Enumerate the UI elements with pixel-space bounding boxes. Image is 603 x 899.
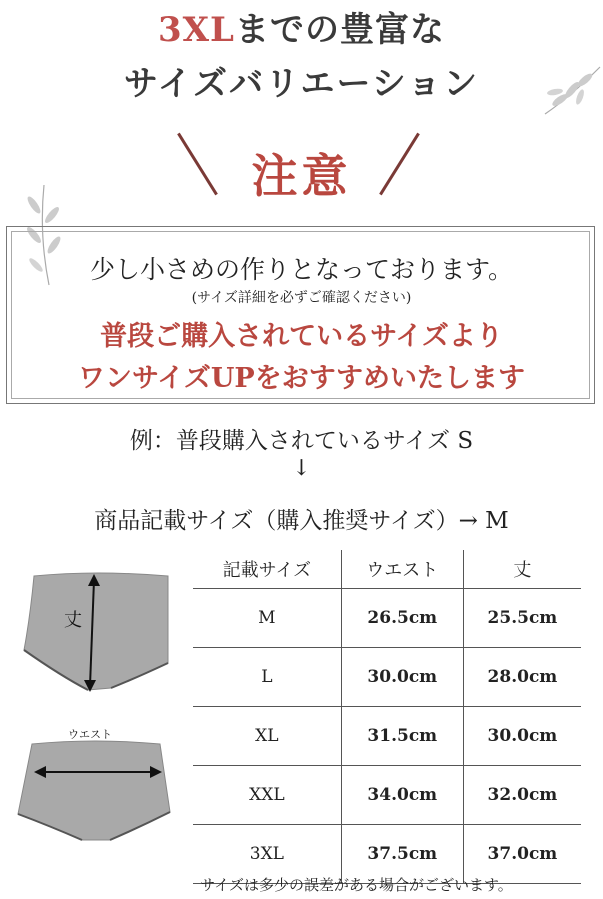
length-cell: 37.0cm (463, 825, 581, 884)
page-title-line1 (0, 2, 603, 51)
table-row (193, 707, 581, 766)
length-cell: 32.0cm (463, 766, 581, 825)
length-cell: 30.0cm (463, 707, 581, 766)
header-length: 丈 (463, 550, 581, 589)
waist-cell: 37.5cm (341, 825, 463, 884)
title-rest: までの豊富な (234, 10, 445, 50)
header-waist: ウエスト (341, 550, 463, 589)
waist-label: ウエスト (68, 728, 112, 741)
leaf-decoration-icon (540, 52, 603, 122)
example-line2: 商品記載サイズ（購入推奨サイズ）→ M (94, 508, 509, 534)
size-cell: L (193, 648, 341, 707)
size-table-header (193, 550, 581, 589)
waist-cell: 34.0cm (341, 766, 463, 825)
size-table (193, 550, 581, 884)
size-cell: XXL (193, 766, 341, 825)
notice-line1: 少し小さめの作りとなっております。 (89, 255, 513, 284)
length-label: 丈 (64, 610, 82, 631)
notice-line3: 普段ご購入されているサイズより (100, 321, 503, 352)
notice-line4: ワンサイズUPをおすすめいたします (78, 363, 525, 394)
notice-line2: (サイズ詳細を必ずご確認ください) (191, 290, 412, 306)
size-cell: 3XL (193, 825, 341, 884)
header-size: 記載サイズ (193, 550, 341, 589)
length-cell: 25.5cm (463, 589, 581, 648)
garment-length-illustration (16, 568, 176, 698)
size-cell: M (193, 589, 341, 648)
garment-waist-illustration (10, 722, 180, 847)
title-accent: 3XL (158, 10, 235, 50)
table-row (193, 766, 581, 825)
size-cell: XL (193, 707, 341, 766)
notice-heading: 注意 (251, 149, 352, 203)
footer-note: サイズは多少の誤差がある場合がございます。 (200, 876, 513, 894)
length-cell: 28.0cm (463, 648, 581, 707)
table-row (193, 589, 581, 648)
table-row (193, 648, 581, 707)
waist-cell: 30.0cm (341, 648, 463, 707)
example-arrow: ↓ (292, 456, 311, 481)
waist-cell: 31.5cm (341, 707, 463, 766)
waist-cell: 26.5cm (341, 589, 463, 648)
example-line1: 例：普段購入されているサイズ S (129, 428, 474, 454)
page-title-line2: サイズバリエーション (123, 64, 480, 104)
